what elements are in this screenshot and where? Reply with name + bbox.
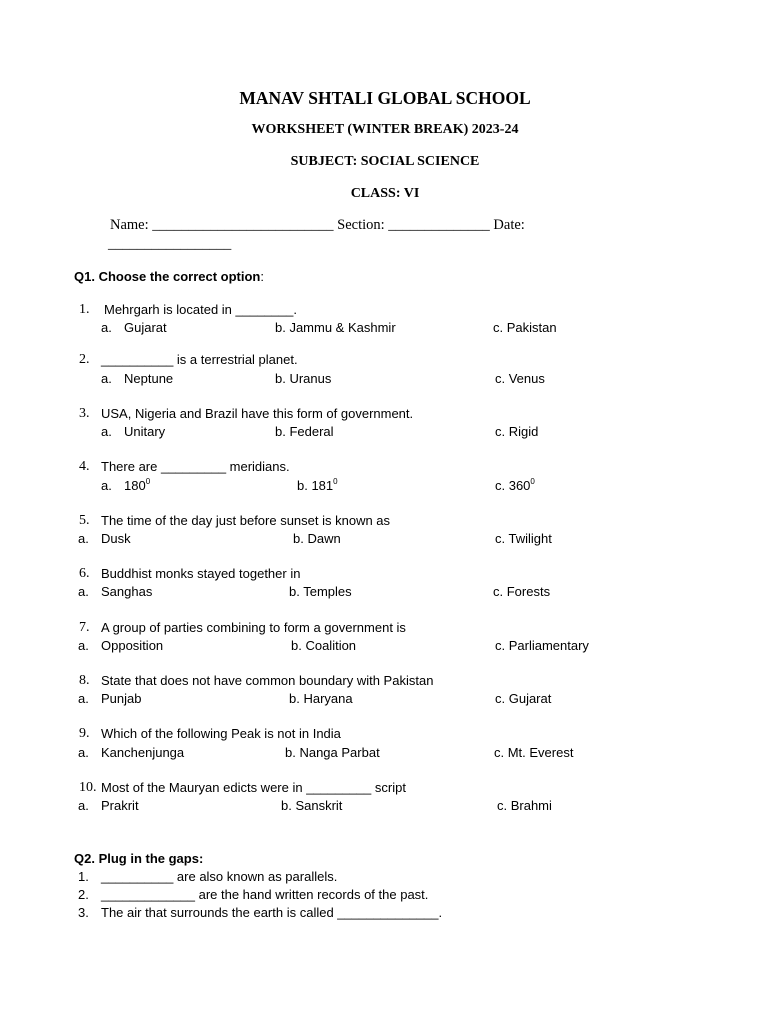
- question-text: Which of the following Peak is not in India: [101, 726, 341, 741]
- option-a: Sanghas: [101, 584, 153, 599]
- question-text: State that does not have common boundary with Pakistan: [101, 673, 434, 688]
- student-info-line-2: _________________: [108, 236, 232, 252]
- option-c: c. Gujarat: [495, 691, 552, 706]
- option-b: b. Sanskrit: [281, 798, 343, 813]
- option-a: Unitary: [124, 424, 166, 439]
- option-b: b. Jammu & Kashmir: [275, 320, 396, 335]
- degree-sign: 0: [530, 477, 535, 486]
- question-number: 3.: [79, 406, 90, 421]
- option-c: [495, 478, 535, 493]
- option-prefix-a: a.: [78, 638, 89, 653]
- q1-heading: [74, 269, 264, 284]
- worksheet-title: WORKSHEET (WINTER BREAK) 2023-24: [251, 122, 519, 137]
- option-b: b. Federal: [275, 424, 334, 439]
- option-c: c. Forests: [493, 584, 551, 599]
- gap-text: The air that surrounds the earth is called ______________.: [101, 905, 443, 920]
- option-c: c. Brahmi: [497, 798, 552, 813]
- degree-sign: 0: [145, 477, 151, 486]
- subject-title: SUBJECT: SOCIAL SCIENCE: [290, 154, 480, 169]
- option-a: [124, 478, 150, 493]
- option-c-value: c. 360: [495, 478, 531, 493]
- option-c: c. Parliamentary: [495, 638, 589, 653]
- question-number: 4.: [79, 459, 90, 474]
- option-b: b. Temples: [289, 584, 352, 599]
- option-a-value: 180: [124, 478, 146, 493]
- question-number: 5.: [79, 513, 90, 528]
- option-a: Neptune: [124, 371, 174, 386]
- gap-text: __________ are also known as parallels.: [101, 869, 338, 884]
- question-text: __________ is a terrestrial planet.: [101, 352, 298, 367]
- degree-sign: 0: [333, 477, 338, 486]
- option-c: c. Rigid: [495, 424, 539, 439]
- option-a: Dusk: [101, 531, 131, 546]
- option-prefix-a: a.: [78, 691, 89, 706]
- option-b: b. Coalition: [291, 638, 357, 653]
- option-prefix-a: a.: [78, 745, 89, 760]
- question-text: A group of parties combining to form a government is: [101, 620, 406, 635]
- option-b: [297, 478, 338, 493]
- option-prefix-a: a.: [78, 584, 89, 599]
- option-b: b. Dawn: [293, 531, 341, 546]
- question-number: 6.: [79, 566, 90, 581]
- q2-heading: Q2. Plug in the gaps:: [74, 851, 204, 866]
- option-c: c. Venus: [495, 371, 545, 386]
- option-b-value: b. 181: [297, 478, 334, 493]
- question-number: 8.: [79, 673, 90, 688]
- class-title: CLASS: VI: [350, 186, 420, 201]
- question-text: The time of the day just before sunset is known as: [101, 513, 391, 528]
- gap-text: _____________ are the hand written records of the past.: [101, 887, 429, 902]
- student-info-line: Name: _________________________ Section: ______________ Date:: [110, 217, 525, 233]
- option-c: c. Twilight: [495, 531, 552, 546]
- option-c: c. Pakistan: [493, 320, 557, 335]
- option-a: Punjab: [101, 691, 142, 706]
- question-text: There are _________ meridians.: [101, 459, 290, 474]
- gap-number: 3.: [78, 905, 89, 920]
- option-prefix-a: a.: [101, 424, 112, 439]
- option-prefix-a: a.: [78, 531, 89, 546]
- question-number: 7.: [79, 620, 90, 635]
- option-b: b. Uranus: [275, 371, 332, 386]
- option-a: Prakrit: [101, 798, 139, 813]
- option-prefix-a: a.: [101, 478, 112, 493]
- option-b: b. Haryana: [289, 691, 353, 706]
- option-prefix-a: a.: [78, 798, 89, 813]
- question-text: Most of the Mauryan edicts were in _________ script: [101, 780, 406, 795]
- question-number: 10.: [79, 780, 97, 795]
- option-prefix-a: a.: [101, 371, 112, 386]
- option-a: Kanchenjunga: [101, 745, 185, 760]
- question-number: 9.: [79, 726, 90, 741]
- option-a: Opposition: [101, 638, 164, 653]
- option-c: c. Mt. Everest: [494, 745, 574, 760]
- question-text: Buddhist monks stayed together in: [101, 566, 301, 581]
- question-text: USA, Nigeria and Brazil have this form of government.: [101, 406, 414, 421]
- school-name: MANAV SHTALI GLOBAL SCHOOL: [239, 88, 531, 108]
- q1-heading-text: Q1. Choose the correct option: [74, 269, 261, 284]
- question-number: 2.: [79, 352, 90, 367]
- option-b: b. Nanga Parbat: [285, 745, 380, 760]
- gap-number: 2.: [78, 887, 89, 902]
- option-a: Gujarat: [124, 320, 167, 335]
- q1-heading-colon: :: [260, 269, 264, 284]
- question-number: 1.: [79, 302, 90, 317]
- option-prefix-a: a.: [101, 320, 112, 335]
- question-text: Mehrgarh is located in ________.: [104, 302, 297, 317]
- gap-number: 1.: [78, 869, 89, 884]
